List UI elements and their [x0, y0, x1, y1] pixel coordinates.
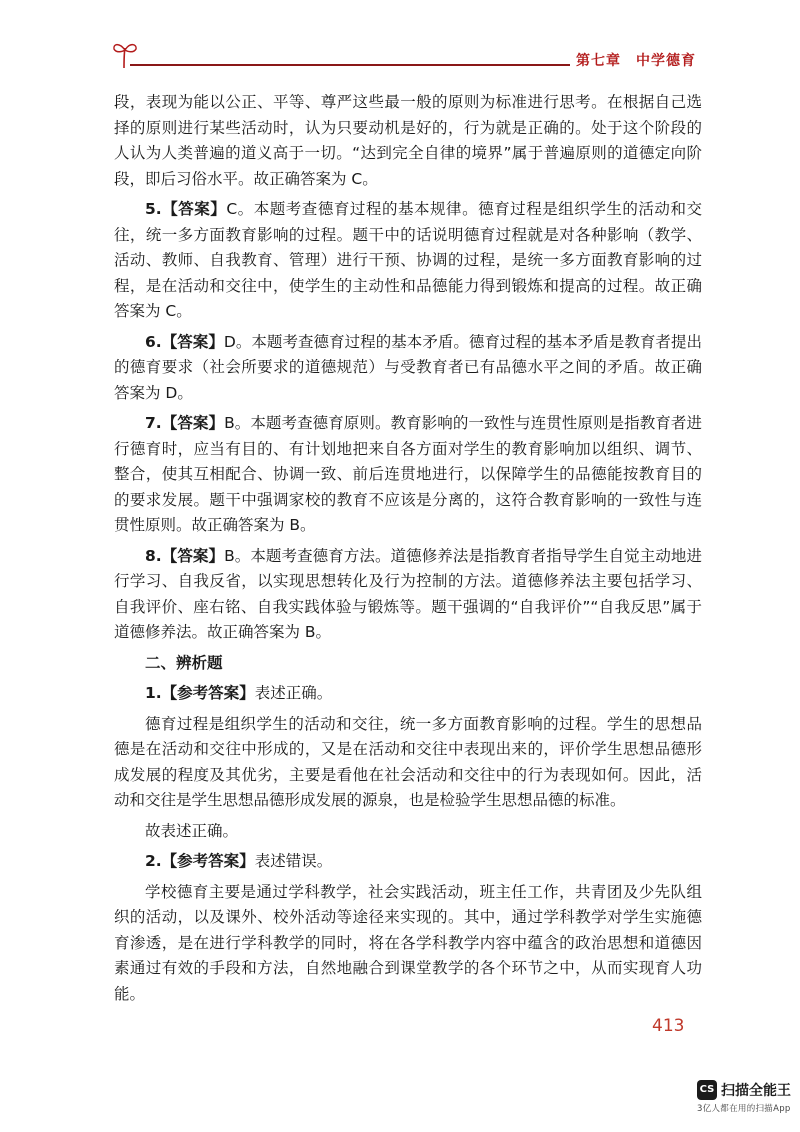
- section-heading: [114, 651, 702, 677]
- paragraph-text: 故表述正确。: [145, 821, 239, 840]
- paragraph: [114, 712, 702, 814]
- answer-text: 表述正确。: [254, 684, 333, 702]
- section-heading-text: 二、辨析题: [145, 653, 223, 672]
- reference-answer-2: [114, 849, 702, 875]
- page-body: [114, 90, 702, 1012]
- scanner-logo: CS: [697, 1080, 717, 1100]
- answer-label: 7.【答案】: [145, 414, 225, 432]
- answer-5: [114, 197, 702, 325]
- answer-text: B。本题考查德育方法。道德修养法是指教育者指导学生自觉主动地进行学习、自我反省，以实现思想转化及行为控制的方法。道德修养法主要包括学习、自我评价、座右铭、自我实践体验与锻炼等。题干强调的“自我评价”“自我反思”属于道德修养法。故正确答案为 B。: [114, 546, 702, 641]
- scanner-brand: 扫描全能王: [721, 1082, 791, 1099]
- paragraph-text: 德育过程是组织学生的活动和交往，统一多方面教育影响的过程。学生的思想品德是在活动和交往中形成的，又是在活动和交往中表现出来的，评价学生思想品德形成发展的程度及其优劣，主要是看他在社会活动和交往中的行为表现如何。因此，活动和交往是学生思想品德形成发展的源泉，也是检验学生思想品德的标准。: [114, 714, 702, 809]
- paragraph-text: 学校德育主要是通过学科教学，社会实践活动，班主任工作，共青团及少先队组织的活动，以及课外、校外活动等途径来实现的。其中，通过学科教学对学生实施德育渗透，是在进行学科教学的同时，将在各学科教学内容中蕴含的政治思想和道德因素通过有效的手段和方法，自然地融合到课堂教学的各个环节之中，从而实现育人功能。: [114, 882, 702, 1003]
- scanner-tagline: 3亿人都在用的扫描App: [697, 1103, 791, 1114]
- answer-label: 8.【答案】: [145, 546, 225, 565]
- answer-text: C。本题考查德育过程的基本规律。德育过程是组织学生的活动和交往，统一多方面教育影响的过程。题干中的话说明德育过程就是对各种影响（教学、活动、教师、自我教育、管理）进行干预、协调的过程，是统一多方面教育影响的过程，是在活动和交往中，使学生的主动性和品德能力得到锻炼和提高的过程。故正确答案为 C。: [114, 200, 702, 320]
- paragraph: [114, 90, 702, 192]
- answer-label: 2.【参考答案】: [145, 852, 255, 870]
- reference-answer-1: [114, 681, 702, 707]
- running-header: [112, 40, 702, 72]
- answer-6: [114, 330, 702, 407]
- answer-label: 5.【答案】: [145, 200, 227, 218]
- answer-text: 表述错误。: [254, 852, 333, 870]
- paragraph-text: 段，表现为能以公正、平等、尊严这些最一般的原则为标准进行思考。在根据自己选择的原则进行某些活动时，认为只要动机是好的，行为就是正确的。处于这个阶段的人认为人类普遍的道义高于一切。“达到完全自律的境界”属于普遍原则的道德定向阶段，即后习俗水平。故正确答案为 C。: [114, 93, 702, 188]
- answer-text: B。本题考查德育原则。教育影响的一致性与连贯性原则是指教育者进行德育时，应当有目的、有计划地把来自各方面对学生的教育影响加以组织、调节、整合，使其互相配合、协调一致、前后连贯地进行，以保障学生的品德能按教育目的的要求发展。题干中强调家校的教育不应该是分离的，这符合教育影响的一致性与连贯性原则。故正确答案为 B。: [114, 414, 702, 534]
- paragraph: [114, 819, 702, 845]
- paragraph: [114, 880, 702, 1008]
- answer-8: [114, 544, 702, 646]
- answer-label: 1.【参考答案】: [145, 684, 255, 702]
- page-number: 413: [652, 1016, 685, 1036]
- scanner-watermark: [697, 1079, 791, 1114]
- chapter-title: 第七章 中学德育: [570, 50, 696, 70]
- answer-7: [114, 411, 702, 539]
- answer-label: 6.【答案】: [145, 332, 224, 351]
- answer-text: D。本题考查德育过程的基本矛盾。德育过程的基本矛盾是教育者提出的德育要求（社会所要求的道德规范）与受教育者已有品德水平之间的矛盾。故正确答案为 D。: [114, 332, 702, 402]
